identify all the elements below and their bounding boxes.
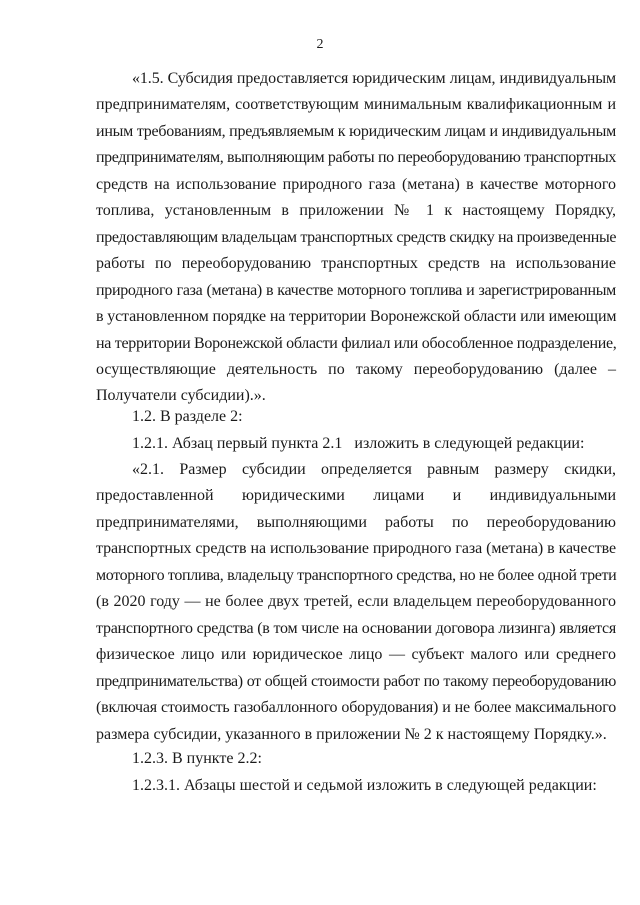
text-line: 1.2.3. В пункте 2.2: <box>132 750 262 767</box>
text-line: 1.2. В разделе 2: <box>132 408 243 425</box>
text-line: иным требованиям, предъявляемым к юридическим лицам и индивидуальным <box>96 122 616 140</box>
text-line: размера субсидии, указанного в приложении № 2 к настоящему Порядку.». <box>96 725 607 743</box>
text-line: природного газа (метана) в качестве моторного топлива и зарегистрированным <box>96 281 616 299</box>
text-line: топлива, установленным в приложении № 1 к настоящему Порядку, <box>96 202 616 220</box>
text-line: на территории Воронежской области филиал или обособленное подразделение, <box>96 334 617 352</box>
text-line: осуществляющие деятельность по такому переоборудованию (далее – <box>96 360 616 378</box>
text-line: «1.5. Субсидия предоставляется юридическим лицам, индивидуальным <box>132 70 616 87</box>
text-line: физическое лицо или юридическое лицо — субъект малого или среднего <box>96 646 616 664</box>
text-line: предпринимателям, соответствующим минимальным квалификационным и <box>96 96 616 114</box>
text-line: средств на использование природного газа (метана) в качестве моторного <box>96 175 616 193</box>
text-line: предпринимательства) от общей стоимости работ по такому переоборудованию <box>96 672 616 690</box>
paragraph-1-2-1-abzac <box>96 431 616 457</box>
text-line: в установленном порядке на территории Воронежской области или имеющим <box>96 308 617 326</box>
text-line: моторного топлива, владельцу транспортного средства, но не более одной трети <box>96 566 617 584</box>
text-line: «2.1. Размер субсидии определяется равным размеру скидки, <box>132 461 616 478</box>
paragraph-1-5-subsidy <box>96 66 616 410</box>
page-number: 2 <box>316 37 324 52</box>
text-line: 1.2.1. Абзац первый пункта 2.1 изложить в следующей редакции: <box>132 435 585 452</box>
paragraph-2-1-subsidy-size <box>96 457 616 748</box>
text-line: транспортного средства (в том числе на основании договора лизинга) является <box>96 619 616 637</box>
text-line: (в 2020 году — не более двух третей, если владельцем переоборудованного <box>96 593 616 611</box>
text-line: транспортных средств на использование природного газа (метана) в качестве <box>96 540 616 558</box>
text-line: предпринимателями, выполняющими работы по переоборудованию <box>96 513 616 531</box>
text-line: Получатели субсидии).». <box>96 387 266 405</box>
text-line: предоставляющим владельцам транспортных средств скидку на произведенные <box>96 228 617 246</box>
text-line: предоставленной юридическими лицами и индивидуальными <box>96 487 616 505</box>
paragraph-1-2-3-1-abzacy <box>96 773 616 799</box>
text-line: 1.2.3.1. Абзацы шестой и седьмой изложить в следующей редакции: <box>132 777 597 794</box>
text-line: предпринимателям, выполняющим работы по переоборудованию транспортных <box>96 149 616 167</box>
paragraph-1-2-3-point-2-2 <box>96 746 616 772</box>
text-line: работы по переоборудованию транспортных средств на использование <box>96 255 616 273</box>
text-line: (включая стоимость газобаллонного оборудования) и не более максимального <box>96 699 616 717</box>
paragraph-1-2-section-2 <box>96 404 616 430</box>
